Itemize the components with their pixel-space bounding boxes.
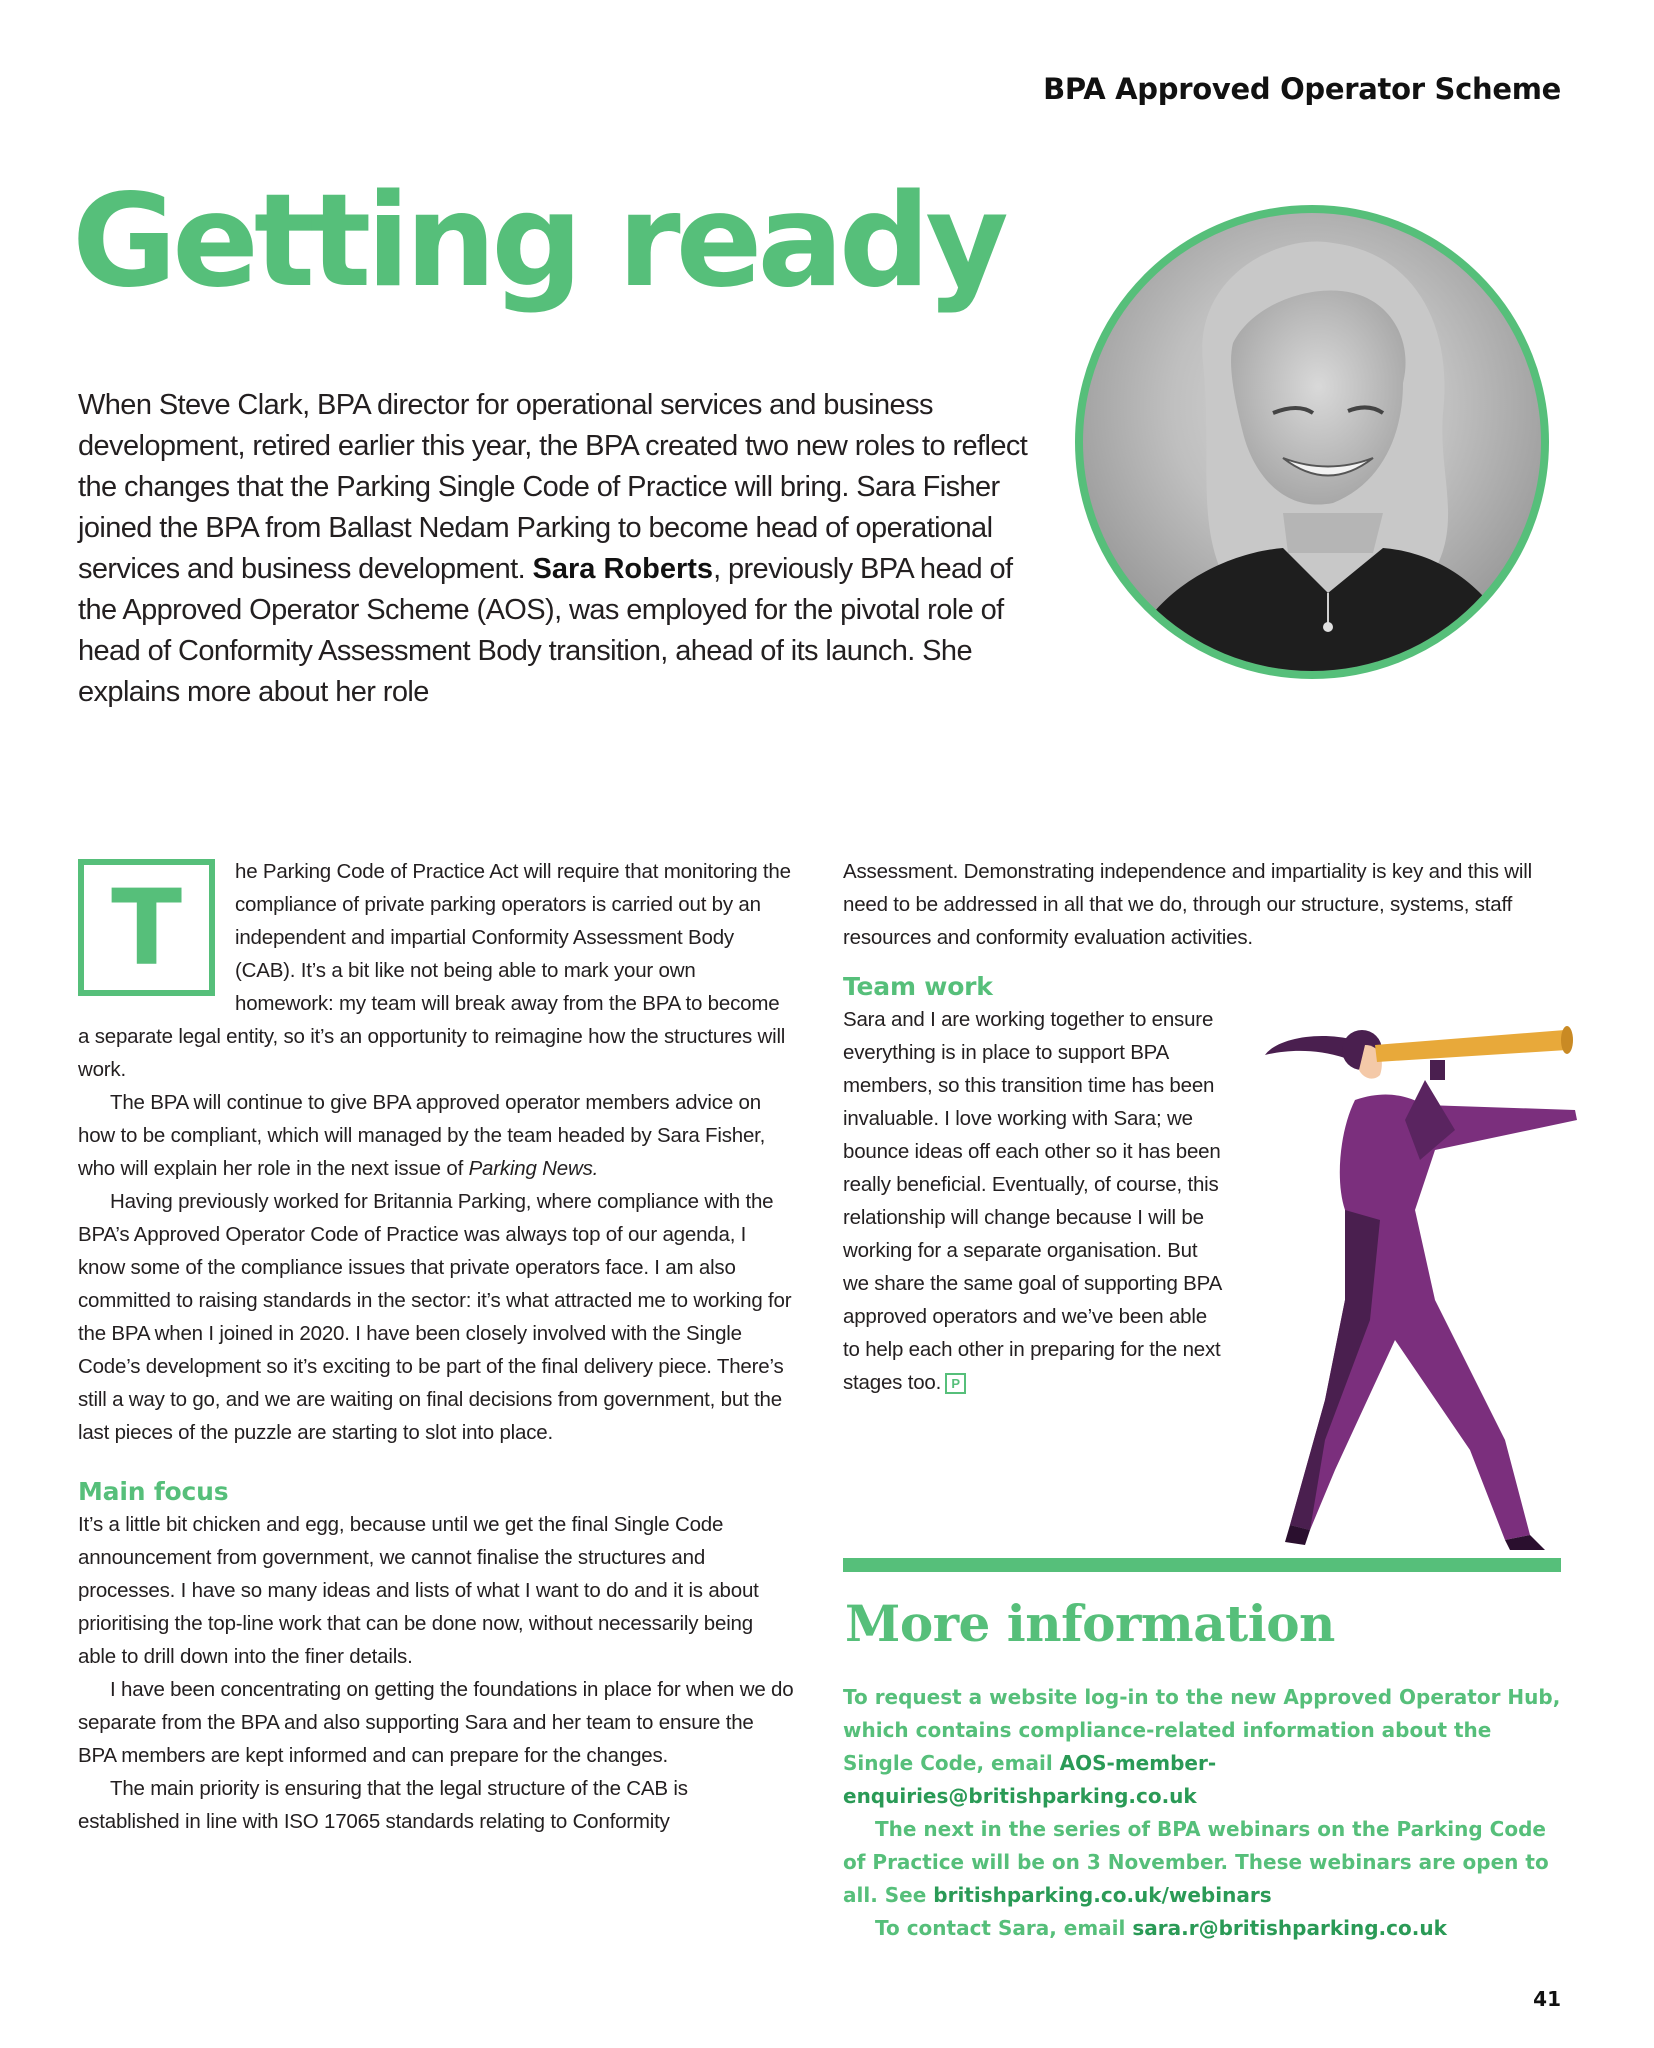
subhead-main-focus: Main focus (78, 1477, 229, 1506)
telescope-icon (1375, 1030, 1567, 1062)
headline: Getting ready (72, 167, 1004, 316)
more-info-divider (843, 1558, 1561, 1572)
article-paragraph-8-text: Sara and I are working together to ensure everything is in place to support BPA members, so this transition time has been invaluable. I love working with Sara; we bounce ideas off each other so it has been really beneficial. Eventually, of course, this relationship will change because I will be working for a separate organisation. But we share the same goal of supporting BPA approved operators and we’ve been able to help each other in preparing for the next stages too. (843, 1008, 1221, 1394)
portrait-illustration (1083, 213, 1541, 671)
telescope-lens-shape (1561, 1026, 1573, 1054)
more-info-text-1: To request a website log-in to the new Approved Operator Hub, which contains compliance-related information about the Single Code, email (843, 1685, 1561, 1775)
portrait-photo (1075, 205, 1549, 679)
hand-shape (1430, 1060, 1445, 1080)
more-info-text-3: To contact Sara, email (875, 1916, 1133, 1940)
standfirst-part1: When Steve Clark, BPA director for operational services and business development, retired earlier this year, the BPA created two new roles to reflect the changes that the Parking Single Code of Practice will bring. Sara Fisher joined the BPA from Ballast Nedam Parking to become head of operational services and business development. (78, 389, 1028, 585)
more-info-text-2: The next in the series of BPA webinars on the Parking Code of Practice will be on 3 November. These webinars are open to all. See (843, 1817, 1549, 1907)
more-info-title: More information (845, 1594, 1335, 1653)
standfirst (78, 385, 1038, 713)
section-label: BPA Approved Operator Scheme (1043, 72, 1561, 106)
standfirst-name: Sara Roberts (532, 553, 714, 585)
trousers-shape (1290, 1210, 1530, 1540)
article-paragraph-1: he Parking Code of Practice Act will require that monitoring the compliance of private parking operators is carried out by an independent and impartial Conformity Assessment Body (CAB). It’s a bit like not being able to mark your own homework: my team will break away from the BPA to become a separate legal entity, so it’s an opportunity to reimagine how the structures will work. (78, 860, 791, 1081)
standfirst-part2: , previously BPA head of the Approved Operator Scheme (AOS), was employed for the pivotal role of head of Conformity Assessment Body transition, ahead of its launch. She explains more about her role (78, 553, 1013, 708)
article-column-left (78, 855, 794, 1838)
more-info-paragraph-1 (843, 1681, 1561, 1813)
article-paragraph-3: Having previously worked for Britannia Parking, where compliance with the BPA’s Approved Operator Code of Practice was always top of our agenda, I know some of the compliance issues that private operators face. I am also committed to raising standards in the sector: it’s what attracted me to working for the BPA when I joined in 2020. I have been closely involved with the Single Code’s development so it’s exciting to be part of the final delivery piece. There’s still a way to go, and we are waiting on final decisions from government, but the last pieces of the puzzle are starting to slot into place. (78, 1190, 792, 1444)
article-paragraph-4: It’s a little bit chicken and egg, because until we get the final Single Code announcement from government, we cannot finalise the structures and processes. I have so many ideas and lists of what I want to do and it is about prioritising the top-line work that can be done now, without necessarily being able to drill down into the finer details. (78, 1513, 759, 1668)
article-paragraph-7: Assessment. Demonstrating independence and impartiality is key and this will need to be addressed in all that we do, through our structure, systems, staff resources and conformity evaluation activities. (843, 860, 1532, 949)
webinars-link[interactable]: britishparking.co.uk/webinars (933, 1883, 1272, 1907)
more-info-paragraph-2 (843, 1813, 1561, 1912)
article-paragraph-2-text: The BPA will continue to give BPA approved operator members advice on how to be compliant, which will managed by the team headed by Sara Fisher, who will explain her role in the next issue of (78, 1091, 766, 1180)
parking-end-icon: P (945, 1373, 966, 1394)
drop-cap: T (78, 859, 215, 996)
woman-telescope-illustration (1205, 1020, 1605, 1560)
more-info-body (843, 1681, 1561, 1945)
article-paragraph-8 (843, 1003, 1223, 1399)
article-paragraph-6: The main priority is ensuring that the legal structure of the CAB is established in line with ISO 17065 standards relating to Conformity (78, 1777, 688, 1833)
sara-email-link[interactable]: sara.r@britishparking.co.uk (1132, 1916, 1447, 1940)
aos-email-link[interactable]: AOS-member-enquiries@britishparking.co.uk (843, 1751, 1217, 1808)
page-number: 41 (1533, 1987, 1561, 2011)
article-paragraph-5: I have been concentrating on getting the foundations in place for when we do separate from the BPA and also supporting Sara and her team to ensure the BPA members are kept informed and can prepare for the changes. (78, 1678, 794, 1767)
more-info-paragraph-3 (843, 1912, 1561, 1945)
article-paragraph-2 (78, 1086, 794, 1185)
publication-title: Parking News. (468, 1157, 599, 1180)
subhead-team-work: Team work (843, 972, 993, 1001)
torso-arm-shape (1340, 1095, 1577, 1220)
ponytail-shape (1265, 1036, 1355, 1058)
